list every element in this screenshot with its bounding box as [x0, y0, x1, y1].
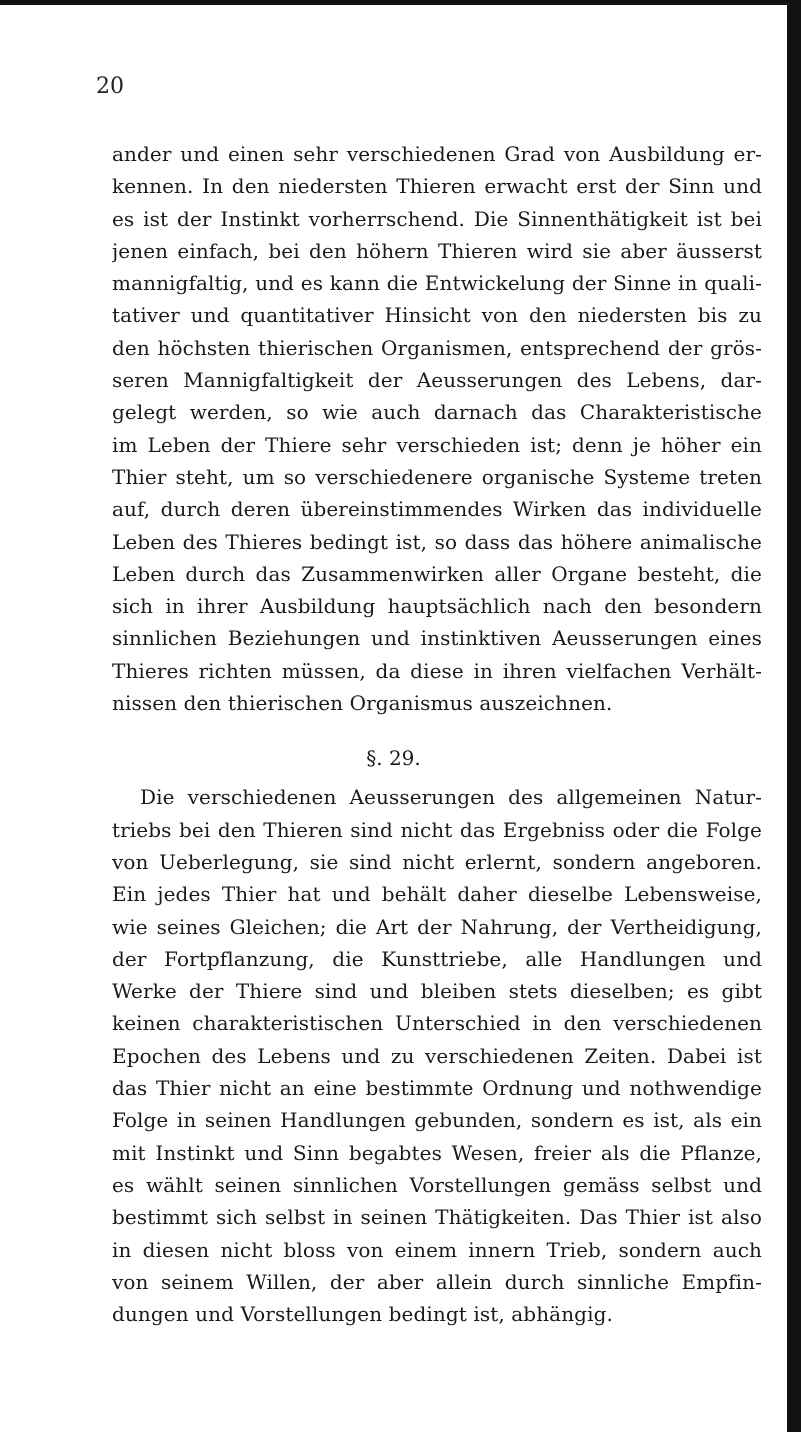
- text-line: nissen den thierischen Organismus auszeichnen.: [112, 691, 613, 716]
- paragraph-1: [112, 138, 762, 719]
- text-line: von Ueberlegung, sie sind nicht erlernt, sondern angeboren.: [112, 849, 762, 874]
- text-line: ander und einen sehr verschiedenen Grad von Ausbildung er-: [112, 142, 762, 166]
- text-line: dungen und Vorstellungen bedingt ist, abhängig.: [112, 1302, 613, 1327]
- text-line: auf, durch deren übereinstimmendes Wirken das individuelle: [112, 497, 762, 522]
- text-line: keinen charakteristischen Unterschied in den verschiedenen: [112, 1011, 762, 1036]
- text-line: in diesen nicht bloss von einem innern Trieb, sondern auch: [112, 1237, 762, 1262]
- text-line: Epochen des Lebens und zu verschiedenen Zeiten. Dabei ist: [112, 1043, 762, 1068]
- text-line: Die verschiedenen Aeusserungen des allgemeinen Natur-: [140, 785, 762, 810]
- text-line: den höchsten thierischen Organismen, entsprechend der grös-: [112, 335, 762, 360]
- text-line: von seinem Willen, der aber allein durch sinnliche Empfin-: [112, 1269, 762, 1294]
- text-line: der Fortpflanzung, die Kunsttriebe, alle Handlungen und: [112, 946, 762, 971]
- section-heading: §. 29.: [366, 746, 421, 771]
- text-line: triebs bei den Thieren sind nicht das Ergebniss oder die Folge: [112, 817, 762, 842]
- text-line: jenen einfach, bei den höhern Thieren wird sie aber äusserst: [112, 238, 762, 263]
- text-line: bestimmt sich selbst in seinen Thätigkeiten. Das Thier ist also: [112, 1205, 762, 1230]
- text-line: gelegt werden, so wie auch darnach das Charakteristische: [112, 400, 762, 425]
- text-line: sich in ihrer Ausbildung hauptsächlich nach den besondern: [112, 594, 762, 619]
- text-line: wie seines Gleichen; die Art der Nahrung, der Vertheidigung,: [112, 914, 762, 939]
- text-line: es ist der Instinkt vorherrschend. Die Sinnenthätigkeit ist bei: [112, 206, 762, 231]
- text-line: tativer und quantitativer Hinsicht von den niedersten bis zu: [112, 303, 762, 328]
- text-line: sinnlichen Beziehungen und instinktiven Aeusserungen eines: [112, 626, 762, 651]
- text-line: Folge in seinen Handlungen gebunden, sondern es ist, als ein: [112, 1108, 762, 1133]
- text-line: Thieres richten müssen, da diese in ihren vielfachen Verhält-: [112, 658, 762, 683]
- text-line: seren Mannigfaltigkeit der Aeusserungen des Lebens, dar-: [112, 368, 762, 393]
- right-edge-shadow: [787, 0, 801, 1432]
- text-line: mannigfaltig, und es kann die Entwickelung der Sinne in quali-: [112, 271, 762, 296]
- paragraph-2: [112, 781, 762, 1330]
- text-line: Ein jedes Thier hat und behält daher dieselbe Lebensweise,: [112, 882, 762, 907]
- text-line: Werke der Thiere sind und bleiben stets dieselben; es gibt: [112, 979, 762, 1004]
- text-line: Leben durch das Zusammenwirken aller Organe besteht, die: [112, 561, 762, 586]
- text-line: im Leben der Thiere sehr verschieden ist; denn je höher ein: [112, 432, 762, 457]
- text-line: das Thier nicht an eine bestimmte Ordnung und nothwendige: [112, 1076, 762, 1101]
- text-line: Leben des Thieres bedingt ist, so dass das höhere animalische: [112, 529, 762, 554]
- text-line: Thier steht, um so verschiedenere organische Systeme treten: [112, 464, 762, 489]
- text-line: mit Instinkt und Sinn begabtes Wesen, freier als die Pflanze,: [112, 1140, 762, 1165]
- page-number: 20: [96, 74, 124, 99]
- text-line: kennen. In den niedersten Thieren erwacht erst der Sinn und: [112, 174, 762, 199]
- text-line: es wählt seinen sinnlichen Vorstellungen gemäss selbst und: [112, 1172, 762, 1197]
